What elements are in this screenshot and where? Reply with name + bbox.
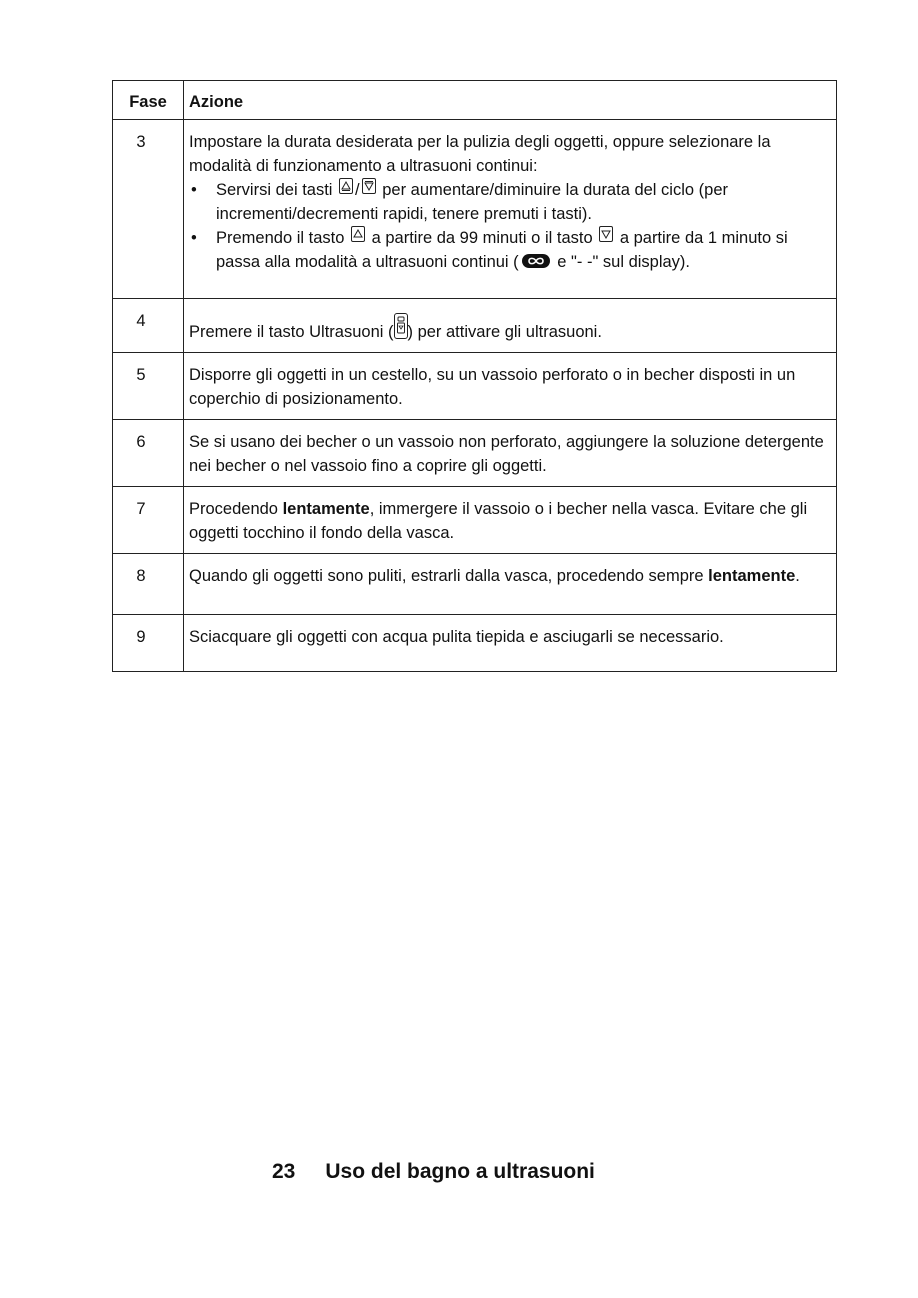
up-arrow-key-icon <box>339 178 353 194</box>
down-arrow-key-icon <box>599 226 613 242</box>
column-header-step: Fase <box>113 81 184 120</box>
step-number: 9 <box>113 615 184 672</box>
list-item <box>189 178 832 226</box>
steps-table <box>112 80 837 672</box>
text-run: Premere il tasto Ultrasuoni ( <box>189 323 394 341</box>
text-run: Premendo il tasto <box>216 229 345 247</box>
text-run: , immergere il vassoio o i becher nella vasca. Evitare che gli oggetti tocchino il fondo della vasca. <box>189 500 808 542</box>
text-run: ) per attivare gli ultrasuoni. <box>407 323 602 341</box>
step-action: Disporre gli oggetti in un cestello, su un vassoio perforato o in becher disposti in un coperchio di posizionamento. <box>184 353 837 420</box>
text-run: / <box>355 181 360 199</box>
step-action <box>184 299 837 353</box>
ultrasound-key-icon <box>394 313 408 339</box>
step-action <box>184 120 837 299</box>
step-number: 5 <box>113 353 184 420</box>
footer-title: Uso del bagno a ultrasuoni <box>325 1160 595 1183</box>
step-number: 4 <box>113 299 184 353</box>
text-run: a partire da 1 minuto si passa alla modalità a ultrasuoni continui ( <box>216 229 788 271</box>
page-number: 23 <box>272 1160 296 1183</box>
table-row <box>113 420 837 487</box>
text-run: Servirsi dei tasti <box>216 181 333 199</box>
bullet-list <box>189 178 832 274</box>
text-run: Quando gli oggetti sono puliti, estrarli dalla vasca, procedendo sempre <box>189 567 709 585</box>
column-header-action: Azione <box>184 81 837 120</box>
infinity-icon <box>522 254 550 268</box>
up-arrow-key-icon <box>351 226 365 242</box>
table-header-row <box>113 81 837 120</box>
step-number: 7 <box>113 487 184 554</box>
step-action <box>184 487 837 554</box>
step-number: 3 <box>113 120 184 299</box>
text-run: per aumentare/diminuire la durata del ciclo (per incrementi/decrementi rapidi, tenere premuti i tasti). <box>216 181 728 223</box>
down-arrow-key-icon <box>362 178 376 194</box>
table-row <box>113 353 837 420</box>
table-row <box>113 554 837 615</box>
table-row <box>113 299 837 353</box>
step-number: 6 <box>113 420 184 487</box>
step-number: 8 <box>113 554 184 615</box>
emphasis-text: lentamente <box>282 500 370 518</box>
text-run: e "- -" sul display). <box>557 253 691 271</box>
page-footer <box>272 1160 595 1184</box>
step-action: Sciacquare gli oggetti con acqua pulita tiepida e asciugarli se necessario. <box>184 615 837 672</box>
text-run: . <box>795 567 800 585</box>
table-row <box>113 120 837 299</box>
table-row <box>113 487 837 554</box>
table-row <box>113 615 837 672</box>
list-item <box>189 226 832 274</box>
step-intro: Impostare la durata desiderata per la pulizia degli oggetti, oppure selezionare la modalità di funzionamento a ultrasuoni continui: <box>189 133 771 175</box>
text-run: Procedendo <box>189 500 283 518</box>
step-action: Se si usano dei becher o un vassoio non perforato, aggiungere la soluzione detergente nei becher o nel vassoio fino a coprire gli oggetti. <box>184 420 837 487</box>
step-action <box>184 554 837 615</box>
emphasis-text: lentamente <box>708 567 796 585</box>
text-run: a partire da 99 minuti o il tasto <box>371 229 593 247</box>
